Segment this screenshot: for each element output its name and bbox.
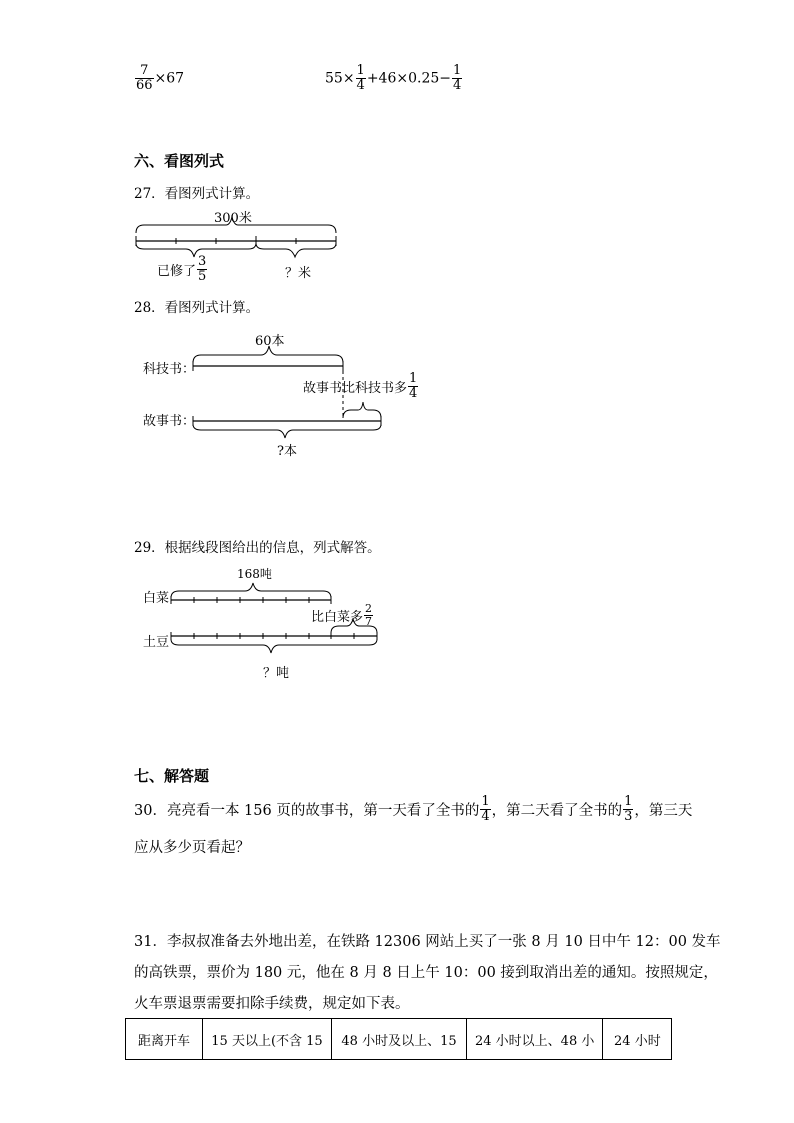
fraction: $\frac{1}{4}$	[356, 63, 365, 93]
q28-bottom-label: ?本	[277, 444, 297, 459]
q28-note-label: 故事书比科技书多 $\frac{1}{4}$	[303, 371, 418, 401]
question-29-label: 29．根据线段图给出的信息，列式解答。	[134, 540, 381, 556]
table-header-cell: 48 小时及以上、15	[332, 1019, 467, 1060]
bottom-brace-right	[256, 243, 336, 257]
refund-fee-table	[125, 1018, 672, 1060]
fraction: $\frac{1}{4}$	[409, 371, 418, 401]
bottom-brace	[193, 424, 381, 438]
bottom-brace	[171, 639, 377, 653]
question-31-line3: 火车票退票需要扣除手续费，规定如下表。	[134, 996, 410, 1012]
q27-total-label: 300米	[214, 211, 252, 226]
table-header-cell: 15 天以上(不含 15	[203, 1019, 332, 1060]
q29-top-label: 168吨	[237, 567, 272, 581]
top-brace	[171, 583, 331, 598]
extra-brace	[343, 402, 381, 418]
q27-unknown-label: ？米	[285, 266, 312, 281]
q29-note-label: 比白菜多 $\frac{2}{7}$	[311, 602, 373, 628]
q28-row-label-science: 科技书：	[143, 362, 196, 377]
section-title-6: 六、看图列式	[134, 152, 225, 170]
fraction: $\frac{1}{4}$	[453, 63, 462, 93]
table-header-cell: 24 小时以上、48 小	[467, 1019, 603, 1060]
fraction: $\frac{1}{3}$	[624, 794, 633, 824]
calc-expression-1: $\frac{7}{66}$ ×67	[136, 63, 185, 93]
question-31-line2: 的高铁票，票价为 180 元，他在 8 月 8 日上午 10：00 接到取消出差的通知。按照规定，	[134, 965, 718, 981]
q29-row-label-cabbage: 白菜	[143, 591, 170, 606]
question-30-text: 30．亮亮看一本 156 页的故事书，第一天看了全书的 $\frac{1}{4}$ ，第二天看了全书的 $\frac{1}{3}$ ，第三天	[134, 794, 693, 824]
q29-row-label-potato: 土豆	[143, 635, 170, 650]
fraction: $\frac{3}{5}$	[198, 254, 207, 284]
table-row	[126, 1019, 672, 1060]
question-27-label: 27．看图列式计算。	[134, 186, 260, 202]
q28-top-label: 60本	[255, 334, 285, 349]
question-31-line1: 31．李叔叔准备去外地出差，在铁路 12306 网站上买了一张 8 月 10 日中午 12：00 发车	[134, 934, 721, 950]
q29-bottom-label: ？吨	[263, 666, 290, 681]
fraction: $\frac{2}{7}$	[365, 602, 373, 628]
table-header-cell: 24 小时	[603, 1019, 672, 1060]
table-header-cell: 距离开车	[126, 1019, 203, 1060]
section-title-7: 七、解答题	[134, 767, 210, 785]
q28-row-label-story: 故事书：	[143, 414, 196, 429]
calc-expression-2: 55× $\frac{1}{4}$ +46×0.25− $\frac{1}{4}$	[325, 63, 462, 93]
fraction: $\frac{1}{4}$	[481, 794, 490, 824]
question-28-label: 28．看图列式计算。	[134, 300, 260, 316]
q27-repaired-label: 已修了 $\frac{3}{5}$	[157, 254, 207, 284]
top-brace	[193, 346, 343, 363]
question-30-line2: 应从多少页看起？	[134, 840, 250, 856]
fraction: $\frac{7}{66}$	[136, 63, 153, 93]
